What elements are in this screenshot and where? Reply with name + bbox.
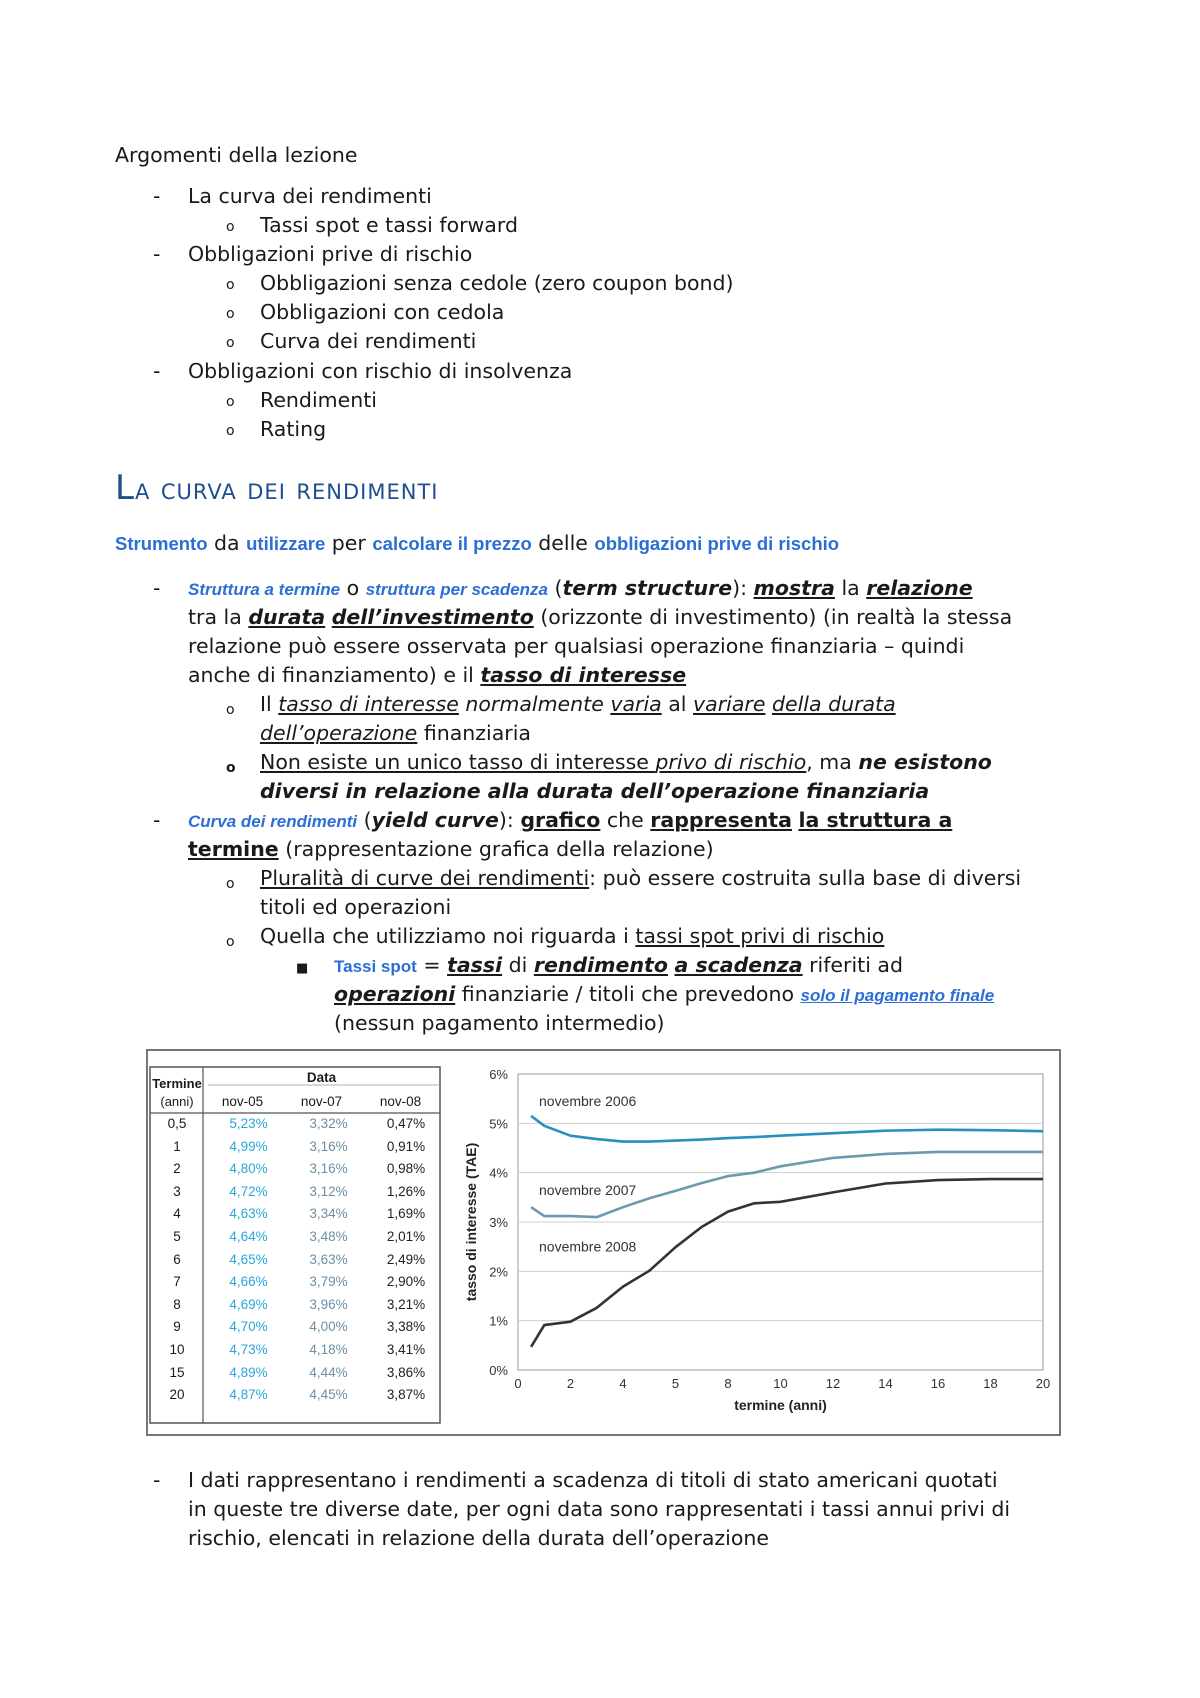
table-cell: 2,90% — [386, 1274, 426, 1290]
topic-subitem: Tassi spot e tassi forward — [260, 213, 518, 237]
bullet-dash: - — [153, 359, 161, 383]
table-cell: 4,99% — [229, 1138, 268, 1154]
table-cell: 3,79% — [309, 1274, 348, 1290]
bullet-circle: o — [226, 423, 235, 439]
intro-heading: Argomenti della lezione — [115, 143, 358, 167]
series-label: novembre 2007 — [539, 1181, 637, 1198]
yield-chart — [458, 1057, 1058, 1427]
table-cell: 3,38% — [386, 1319, 426, 1335]
series-label: novembre 2008 — [539, 1238, 637, 1255]
topic-subitem: Obbligazioni senza cedole (zero coupon bond) — [260, 271, 734, 295]
table-cell: 3,21% — [386, 1296, 426, 1312]
bullet-dash: - — [153, 242, 161, 266]
table-cell: 10 — [169, 1342, 185, 1357]
bullet-dash: - — [153, 184, 161, 208]
table-cell: 4,70% — [229, 1319, 268, 1335]
series-label: novembre 2006 — [539, 1093, 637, 1110]
table-cell: 9 — [173, 1319, 181, 1335]
table-cell: 15 — [169, 1364, 185, 1380]
table-row — [151, 1116, 440, 1138]
x-tick-label: 8 — [724, 1376, 732, 1391]
table-cell: 4,45% — [309, 1387, 348, 1403]
table-cell: 4,72% — [229, 1183, 268, 1199]
table-cell: 2,01% — [386, 1229, 426, 1244]
bullet-circle: o — [226, 394, 235, 410]
table-cell: 0,5 — [167, 1116, 187, 1131]
table-cell: 4,63% — [229, 1206, 268, 1222]
table-cell: 3,41% — [386, 1342, 426, 1357]
table-cell: 4,66% — [229, 1274, 268, 1290]
table-row — [151, 1252, 440, 1274]
y-axis-label: tasso di interesse (TAE) — [463, 1142, 479, 1302]
topic-item: Obbligazioni prive di rischio — [188, 242, 473, 266]
rates-table-wrap — [148, 1057, 443, 1427]
table-cell: 3,96% — [309, 1296, 348, 1312]
x-tick-label: 2 — [566, 1376, 575, 1391]
table-cell: 6 — [173, 1251, 181, 1267]
table-cell: 4,73% — [229, 1342, 268, 1357]
table-cell: 3,12% — [309, 1183, 348, 1199]
table-cell: 4,00% — [309, 1319, 348, 1335]
curva-sub: Pluralità di curve dei rendimenti: può essere costruita sulla base di diversi — [260, 866, 1022, 890]
table-cell: 3,16% — [309, 1161, 348, 1177]
table-cell: 3,63% — [309, 1251, 348, 1267]
section-lead: Strumento da utilizzare per calcolare il prezzo delle obbligazioni prive di rischio — [115, 531, 840, 555]
table-cell: 5,23% — [229, 1116, 268, 1131]
table-cell: 4,80% — [229, 1161, 268, 1177]
closing-line: rischio, elencati in relazione della durata dell’operazione — [188, 1526, 770, 1550]
table-cell: 4,89% — [229, 1364, 268, 1380]
closing-line: I dati rappresentano i rendimenti a scadenza di titoli di stato americani quotati — [188, 1468, 998, 1492]
table-cell: 0,47% — [386, 1116, 426, 1131]
table-cell: 0,98% — [386, 1161, 426, 1177]
curva-sub: Quella che utilizziamo noi riguarda i tassi spot privi di rischio — [260, 924, 885, 948]
closing-line: in queste tre diverse date, per ogni data sono rappresentati i tassi annui privi di — [188, 1497, 1011, 1521]
table-cell: 3 — [173, 1183, 181, 1199]
x-tick-label: 16 — [930, 1376, 946, 1391]
curva-sub: titoli ed operazioni — [260, 895, 452, 919]
struttura-sub: diversi in relazione alla durata dell’operazione finanziaria — [260, 779, 930, 803]
x-tick-label: 5 — [671, 1376, 680, 1391]
y-tick-label: 1% — [489, 1313, 508, 1329]
table-cell: 4,87% — [229, 1387, 268, 1403]
bullet-circle: o — [226, 306, 235, 322]
table-cell: 3,16% — [309, 1138, 348, 1154]
x-tick-label: 0 — [514, 1376, 522, 1391]
table-cell: 4,44% — [309, 1364, 348, 1380]
table-row — [151, 1139, 440, 1161]
table-row — [151, 1387, 440, 1409]
table-row — [151, 1229, 440, 1251]
topic-subitem: Rating — [260, 417, 327, 441]
y-tick-label: 0% — [489, 1363, 508, 1378]
section-title: La curva dei rendimenti — [115, 468, 439, 508]
tassi-spot-line: (nessun pagamento intermedio) — [334, 1011, 665, 1035]
table-row — [151, 1184, 440, 1206]
struttura-sub: dell’operazione finanziaria — [260, 721, 531, 745]
table-cell: 0,91% — [386, 1138, 426, 1154]
table-cell: 20 — [169, 1387, 185, 1403]
table-cell: 1,69% — [386, 1206, 426, 1222]
y-tick-label: 5% — [489, 1116, 508, 1132]
topic-subitem: Rendimenti — [260, 388, 377, 412]
table-row — [151, 1206, 440, 1228]
x-tick-label: 20 — [1035, 1376, 1051, 1391]
topic-subitem: Curva dei rendimenti — [260, 329, 477, 353]
x-tick-label: 10 — [773, 1376, 788, 1391]
y-tick-label: 6% — [489, 1067, 508, 1082]
table-header-data: Data — [306, 1070, 337, 1085]
table-cell: 8 — [173, 1296, 181, 1312]
table-row — [151, 1342, 440, 1364]
struttura-line: Struttura a termine o struttura per scadenza (term structure): mostra la relazione — [188, 576, 973, 600]
struttura-sub: Non esiste un unico tasso di interesse privo di rischio, ma ne esistono — [260, 750, 992, 774]
topic-subitem: Obbligazioni con cedola — [260, 300, 505, 324]
bullet-circle: o — [226, 277, 235, 293]
table-cell: 3,32% — [309, 1116, 348, 1131]
table-cell: 2,49% — [386, 1251, 426, 1267]
yield-figure — [146, 1049, 1061, 1436]
table-cell: 1 — [173, 1138, 181, 1154]
x-tick-label: 14 — [878, 1376, 893, 1391]
x-tick-label: 4 — [619, 1376, 627, 1391]
curva-line: Curva dei rendimenti (yield curve): grafico che rappresenta la struttura a — [188, 808, 953, 832]
table-header-term: Termine (anni) — [152, 1076, 202, 1109]
tassi-spot-line: operazioni finanziarie / titoli che prevedono solo il pagamento finale — [334, 982, 995, 1006]
table-row — [151, 1274, 440, 1296]
struttura-line: anche di finanziamento) e il tasso di interesse — [188, 663, 687, 687]
table-cell: 3,86% — [386, 1364, 426, 1380]
table-cell: 3,48% — [309, 1229, 348, 1244]
table-cell: 4,69% — [229, 1296, 268, 1312]
table-cell: 1,26% — [386, 1183, 426, 1199]
struttura-sub: Il tasso di interesse normalmente varia al variare della durata — [260, 692, 896, 716]
table-cell: 4 — [173, 1206, 181, 1222]
table-cell: 4,18% — [309, 1342, 348, 1357]
table-col-headers: nov-05 nov-07 nov-08 — [221, 1094, 422, 1109]
table-cell: 4,64% — [229, 1229, 268, 1244]
topic-item: Obbligazioni con rischio di insolvenza — [188, 359, 573, 383]
table-cell: 4,65% — [229, 1251, 268, 1267]
y-tick-label: 2% — [489, 1264, 508, 1280]
table-cell: 3,34% — [309, 1206, 348, 1222]
curva-line: termine (rappresentazione grafica della relazione) — [188, 837, 714, 861]
topic-item: La curva dei rendimenti — [188, 184, 432, 208]
table-row — [151, 1365, 440, 1387]
table-cell: 3,87% — [386, 1387, 426, 1403]
table-cell: 5 — [173, 1229, 181, 1244]
table-row — [151, 1161, 440, 1183]
table-row — [151, 1297, 440, 1319]
struttura-line: relazione può essere osservata per qualsiasi operazione finanziaria – quindi — [188, 634, 965, 658]
bullet-circle: o — [226, 219, 235, 235]
table-cell: 7 — [173, 1274, 181, 1290]
x-axis-label: termine (anni) — [734, 1397, 827, 1413]
document-page: Argomenti della lezione - La curva dei rendimenti o Tassi spot e tassi forward - Obbligazioni prive di rischio o Obbligazioni senza cedole (zero coupon bond) o Obbligazioni con cedola o Curva dei rendimenti - Obbligazioni con rischio di insolvenza o Rendimenti o Rating La curva dei rendimenti Strumento da utilizzare per calcolare il prezzo delle obbligazioni prive di rischio - Struttura a termine o struttura per scadenza (term structure): mostra la relazione tra la durata dell’investimento (orizzonte di investimento) (in realtà la stessa relazione può essere osservata per qualsiasi operazione finanziaria – quindi anche di finanziamento) e il tasso di interesse o Il tasso di interesse normalmente varia al variare della durata dell’operazione finanziaria o Non esiste un unico tasso di interesse privo di rischio, ma ne esistono diversi in relazione alla durata dell’operazione finanziaria - Curva dei rendimenti (yield curve): grafico che rappresenta la struttura a termine (rappresentazione grafica della relazione) o Pluralità di curve dei rendimenti: può essere costruita sulla base di diversi titoli ed operazioni o Quella che utilizziamo noi riguarda i tassi spot privi di rischio ■ Tassi spot = tassi di rendimento a scadenza riferiti ad operazioni finanziarie / titoli che prevedono solo il pagamento finale (nessun pagamento intermedio) Termine (anni) Data nov-05 nov-07 nov-08 0,5 5,23% 3,32% 0,47% 1 4,99% 3,16% 0,91% 2 4,80% 3,16% 0,98% 3 4,72% 3,12% 1,26% 4 4,63% 3,34% 1,69% 5 4,64% 3,48% 2,01% 6 4,65% 3,63% 2,49% 7 4,66% 3,79% 2,90% 8 4,69% 3,96% 3,21% 9 4,70% 4,00% 3,38% 10 4,73% 4,18% 3,41% 15 4,89% 4,44% 3,86% 20 4,87% 4,45% 3,87% 0% 1% 2% 3% 4% 5% 6% 0 2 4 5 8 10 12 14 16 18 20 termine (anni) tasso di interesse (TAE) novembre 2006 novembre 2007 novembre 2008 - I dati rappresentano i rendimenti a scadenza di titoli di stato americani quotati in queste tre diverse date, per ogni data sono rappresentati i tassi annui privi di rischio, elencati in relazione della durata dell’operazione — [0, 0, 1200, 1698]
x-tick-label: 18 — [983, 1376, 998, 1391]
table-cell: 2 — [173, 1161, 181, 1177]
x-tick-label: 12 — [825, 1376, 841, 1391]
struttura-line: tra la durata dell’investimento (orizzonte di investimento) (in realtà la stessa — [188, 605, 1013, 629]
tassi-spot-line: Tassi spot = tassi di rendimento a scadenza riferiti ad — [334, 953, 903, 977]
table-row — [151, 1319, 440, 1341]
y-tick-label: 4% — [489, 1165, 508, 1181]
bullet-circle: o — [226, 335, 235, 351]
y-tick-label: 3% — [489, 1215, 508, 1230]
